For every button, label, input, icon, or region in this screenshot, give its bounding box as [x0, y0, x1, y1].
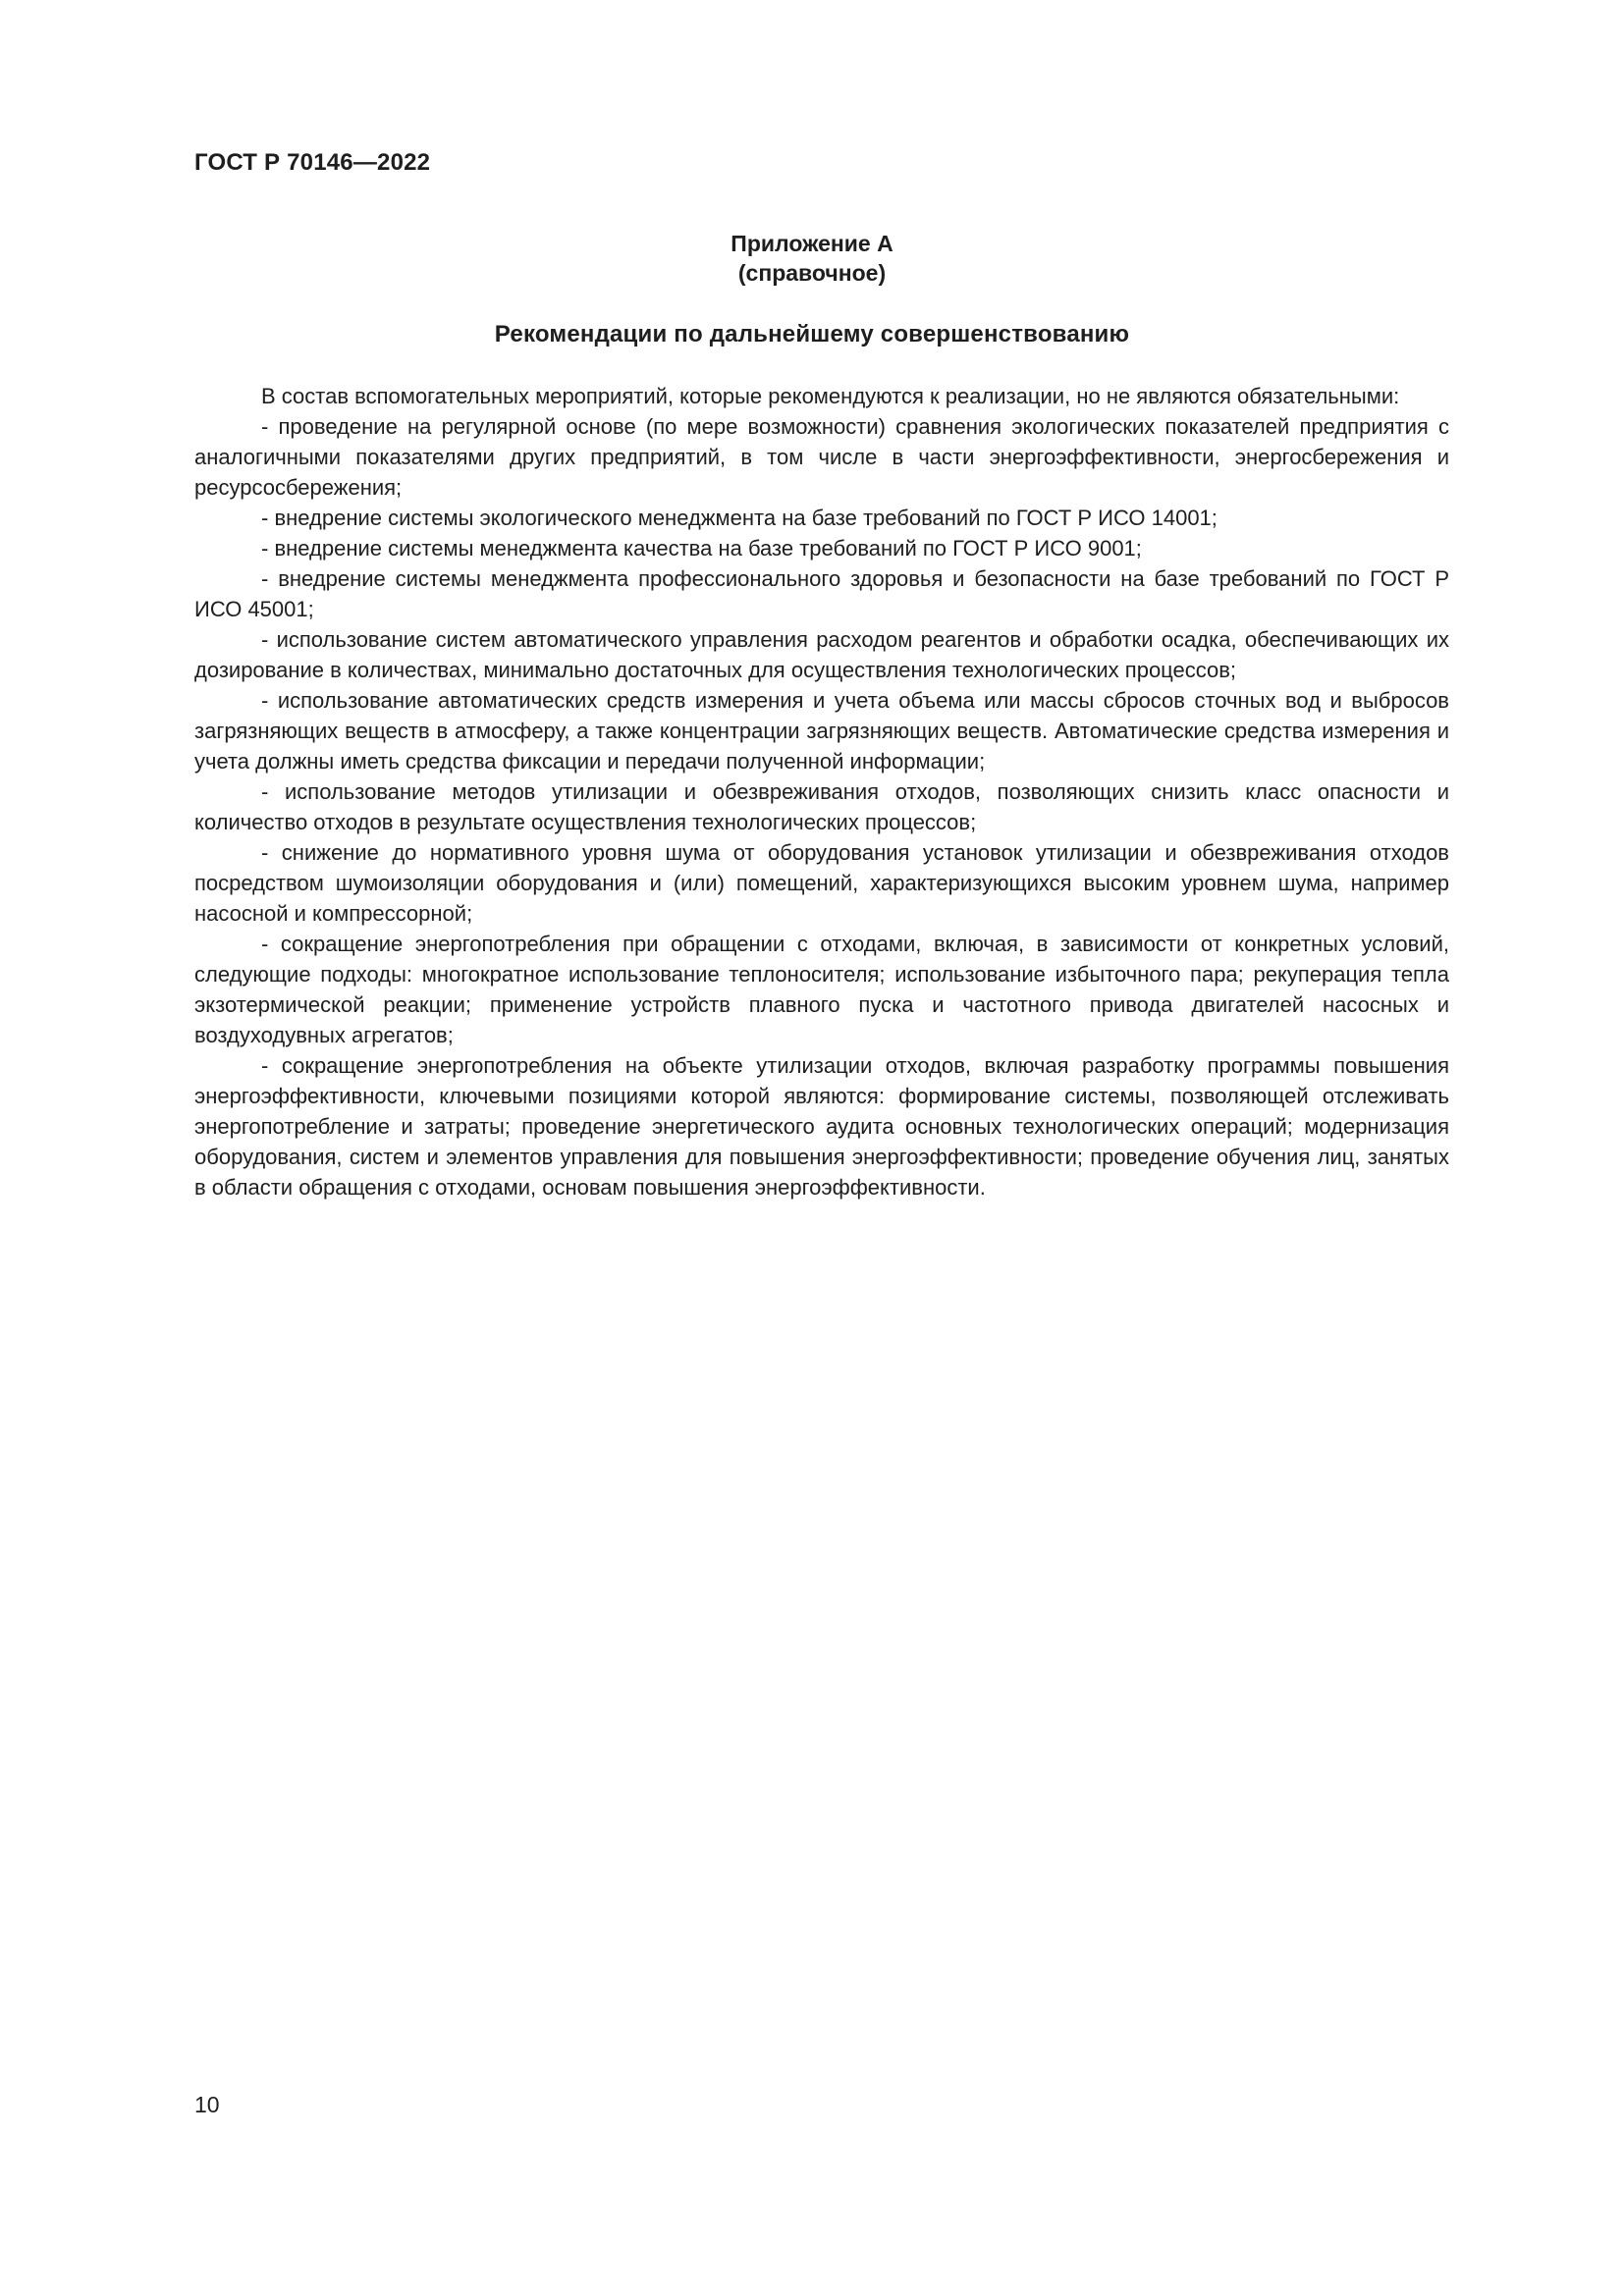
- list-item: - проведение на регулярной основе (по мере возможности) сравнения экологических показателей предприятия с аналогичными показателями других предприятий, в том числе в части энергоэффективности, энергосбережения и ресурсосбережения;: [194, 414, 1449, 500]
- list-item: - сокращение энергопотребления на объекте утилизации отходов, включая разработку программы повышения энергоэффективности, ключевыми позициями которой являются: формирование системы, позволяющей отслеживать энергопотребление и затраты; проведение энергетического аудита основных технологических операций; модернизация оборудования, систем и элементов управления для повышения энергоэффективности; проведение обучения лиц, занятых в области обращения с отходами, основам повышения энергоэффективности.: [194, 1053, 1449, 1200]
- list-item: - сокращение энергопотребления при обращении с отходами, включая, в зависимости от конкретных условий, следующие подходы: многократное использование теплоносителя; использование избыточного пара; рекуперация тепла экзотермической реакции; применение устройств плавного пуска и частотного привода двигателей насосных и воздуходувных агрегатов;: [194, 932, 1449, 1047]
- list-item: - использование методов утилизации и обезвреживания отходов, позволяющих снизить класс опасности и количество отходов в результате осуществления технологических процессов;: [194, 779, 1449, 834]
- annex-kind: (справочное): [737, 260, 887, 286]
- list-item: - снижение до нормативного уровня шума от оборудования установок утилизации и обезвреживания отходов посредством шумоизоляции оборудования и (или) помещений, характеризующихся высоким уровнем шума, например насосной и компрессорной;: [194, 840, 1449, 926]
- list-item: - внедрение системы менеджмента профессионального здоровья и безопасности на базе требований по ГОСТ Р ИСО 45001;: [194, 566, 1449, 621]
- intro-paragraph: В состав вспомогательных мероприятий, которые рекомендуются к реализации, но не являются обязательными:: [261, 384, 1400, 408]
- section-title: Рекомендации по дальнейшему совершенствованию: [494, 321, 1130, 347]
- list-item: - использование автоматических средств измерения и учета объема или массы сбросов сточных вод и выбросов загрязняющих веществ в атмосферу, а также концентрации загрязняющих веществ. Автоматические средства измерения и учета должны иметь средства фиксации и передачи полученной информации;: [194, 688, 1449, 774]
- list-item: - использование систем автоматического управления расходом реагентов и обработки осадка, обеспечивающих их дозирование в количествах, минимально достаточных для осуществления технологических процессов;: [194, 627, 1449, 682]
- body-text: [194, 381, 1449, 1202]
- annex-title: Приложение А: [731, 231, 893, 256]
- page-number: 10: [194, 2092, 220, 2117]
- list-item: - внедрение системы менеджмента качества на базе требований по ГОСТ Р ИСО 9001;: [261, 536, 1142, 561]
- list-item: - внедрение системы экологического менеджмента на базе требований по ГОСТ Р ИСО 14001;: [261, 506, 1218, 530]
- document-code: ГОСТ Р 70146—2022: [194, 149, 431, 176]
